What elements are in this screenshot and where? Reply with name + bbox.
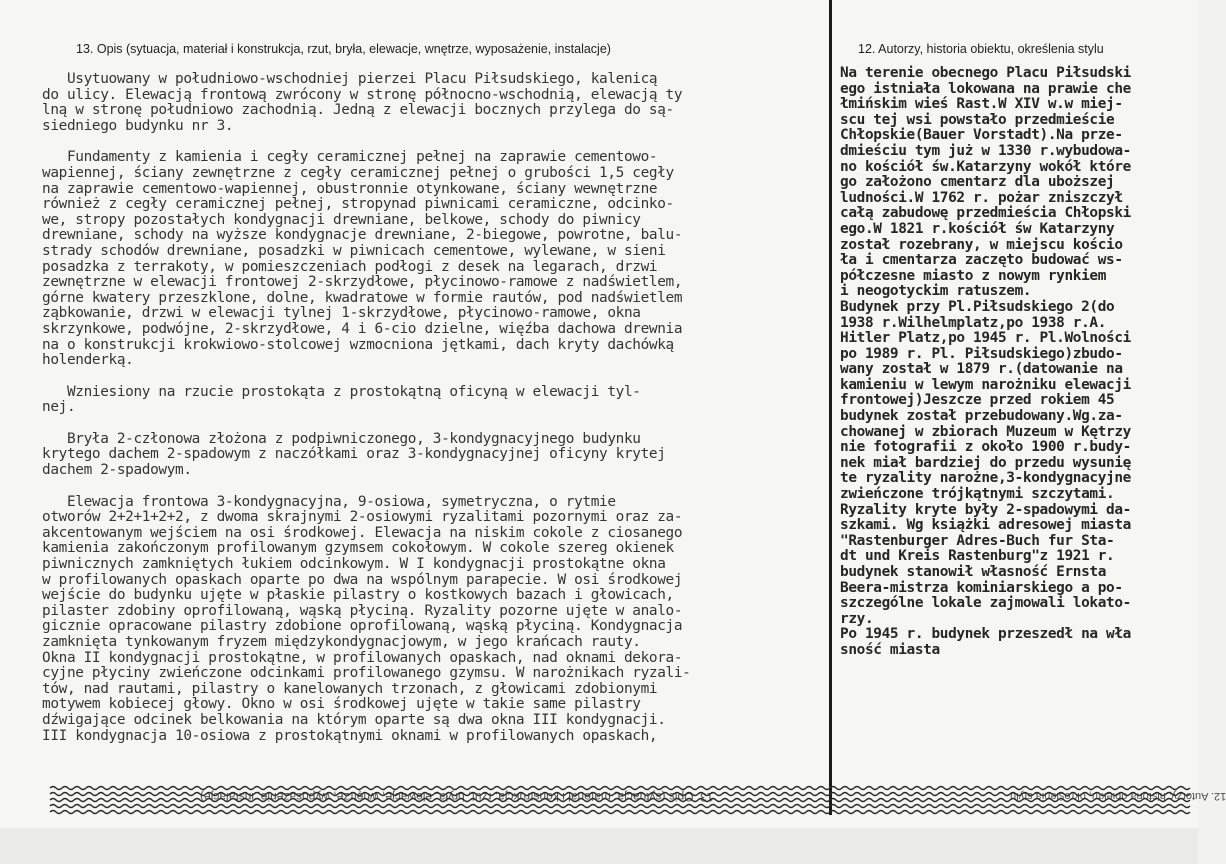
description-line: w profilowanych opaskach oparte po dwa na wspólnym parapecie. W osi środkowej: [42, 571, 683, 588]
paragraph-gap: [42, 369, 832, 385]
description-line: dźwigające odcinek belkowania na którym oparte są dwa okna III kondygnacji.: [42, 711, 666, 728]
description-line: na zaprawie cementowo-wapiennej, obustronnie otynkowane, ściany wewnętrzne: [42, 180, 658, 197]
history-line: 1938 r.Wilhelmplatz,po 1938 r.A.: [840, 314, 1107, 331]
history-line: sność miasta: [840, 641, 940, 658]
description-line: Wzniesiony na rzucie prostokąta z prostokątną oficyną w elewacji tyl-: [42, 383, 641, 400]
history-line: Budynek przy Pl.Piłsudskiego 2(do: [840, 298, 1115, 315]
description-line: wapiennej, ściany zewnętrzne z cegły ceramicznej pełnej o grubości 1,5 cegły: [42, 164, 674, 181]
history-line: ła i cmentarza zaczęto budować ws-: [840, 252, 1123, 269]
history-line: wany został w 1879 r.(datowanie na: [840, 361, 1123, 378]
history-line: szkami. Wg książki adresowej miasta: [840, 517, 1131, 534]
history-line: Na terenie obecnego Placu Piłsudski: [840, 65, 1131, 81]
wave-line: [50, 805, 1190, 808]
section-12-heading: 12. Autorzy, historia obiektu, określenia stylu: [858, 42, 1104, 56]
history-line: półczesne miasto z nowym rynkiem: [840, 267, 1107, 284]
description-line: kamienia zakończonym profilowanym gzymsem cokołowym. W cokole szereg okienek: [42, 540, 674, 557]
history-line: ego.W 1821 r.kościół św Katarzyny: [840, 220, 1115, 237]
description-line: nej.: [42, 399, 76, 416]
description-line: piwnicznych zamkniętych łukiem odcinkowym. W I kondygnacji prostokątne okna: [42, 556, 666, 573]
description-line: siedniego budynku nr 3.: [42, 117, 234, 134]
history-line: no kościół św.Katarzyny wokół które: [840, 158, 1131, 175]
history-line: scu tej wsi powstało przedmieście: [840, 111, 1115, 128]
paragraph-gap: [42, 416, 832, 432]
history-line: Hitler Platz,po 1945 r. Pl.Wolności: [840, 330, 1131, 347]
description-line: Fundamenty z kamienia i cegły ceramicznej pełnej na zaprawie cementowo-: [42, 149, 658, 166]
history-line: zwieńczone trójkątnymi szczytami.: [840, 486, 1115, 503]
description-line: zewnętrzne w elewacji frontowej 2-skrzydłowe, płycinowo-ramowe z nadświetlem,: [42, 274, 683, 291]
description-line: drewniane, schody na wyższe kondygnacje drewniane, 2-biegowe, powrotne, balu-: [42, 227, 683, 244]
description-line: wejście do budynku ujęte w płaskie pilastry o kostkowych bazach i głowicach,: [42, 587, 674, 604]
description-line: do ulicy. Elewacją frontową zwrócony w stronę północno-wschodnią, elewacją ty: [42, 86, 683, 103]
history-column: [840, 66, 1198, 659]
history-line: go założono cmentarz dla uboższej: [840, 174, 1115, 191]
mirrored-section-13-heading: 13. Opis (sytuacja, materiał i konstrukcja, rzut, bryła, elewacje, wnętrze, wyposażenie, instalacje): [200, 790, 714, 804]
history-line: dt und Kreis Rastenburg"z 1921 r.: [840, 548, 1115, 565]
history-line: i neogotyckim ratuszem.: [840, 283, 1032, 300]
history-line: chowanej w zbiorach Muzeum w Kętrzy: [840, 423, 1131, 440]
description-line: ząbkowanie, drzwi w elewacji tylnej 1-skrzydłowe, płycinowo-ramowe, okna: [42, 305, 641, 322]
history-line: Beera-mistrza kominiarskiego a po-: [840, 579, 1123, 596]
history-line: całą zabudowę przedmieścia Chłopski: [840, 205, 1131, 222]
description-line: krytego dachem 2-spadowym z naczółkami oraz 3-kondygnacyjnej oficyny krytej: [42, 446, 666, 463]
history-line: "Rastenburger Adres-Buch fur Sta-: [840, 532, 1115, 549]
history-line: Chłopskie(Bauer Vorstadt).Na prze-: [840, 127, 1123, 144]
history-line: te ryzality narożne,3-kondygnacyjne: [840, 470, 1131, 487]
history-line: budynek stanowił własność Ernsta: [840, 564, 1107, 580]
history-line: łmińskim wieś Rast.W XIV w.w miej-: [840, 96, 1123, 113]
wave-line: [50, 811, 1190, 814]
description-line: skrzynkowe, podwójne, 2-skrzydłowe, 4 i 6-cio dzielne, więźba dachowa drewnia: [42, 320, 683, 337]
history-line: szczególne lokale zajmowali lokato-: [840, 595, 1131, 612]
description-line: Elewacja frontowa 3-kondygnacyjna, 9-osiowa, symetryczna, o rytmie: [42, 493, 616, 510]
mirrored-section-12-heading: 12. Autorzy, historia obiektu, określenia stylu: [1010, 790, 1226, 802]
description-line: cyjne płyciny zwieńczone odcinkami profilowanego gzymsu. W narożnikach ryzali-: [42, 665, 691, 682]
history-line: ego istniała lokowana na prawie che: [840, 80, 1131, 97]
description-line: górne kwatery przeszklone, dolne, kwadratowe w formie rautów, pod nadświetlem: [42, 289, 683, 306]
history-line: został rozebrany, w miejscu kościo: [840, 236, 1123, 253]
description-line: akcentowanym wejściem na osi środkowej. Elewacja na niskim cokole z ciosanego: [42, 524, 683, 541]
history-line: ludności.W 1762 r. pożar zniszczył: [840, 189, 1123, 206]
description-line: lną w stronę południowo zachodnią. Jedną z elewacji bocznych przylega do są-: [42, 102, 674, 119]
history-line: po 1989 r. Pl. Piłsudskiego)zbudo-: [840, 345, 1123, 362]
description-line: holenderką.: [42, 352, 134, 369]
description-line: również z cegły ceramicznej pełnej, stropynad piwnicami ceramiczne, odcinko-: [42, 196, 674, 213]
description-line: posadzka z terrakoty, w pomieszczeniach podłogi z desek na legarach, drzwi: [42, 258, 658, 275]
description-line: zamknięta tynkowanym fryzem międzykondygnacjowym, w jego krańcach rauty.: [42, 634, 641, 650]
history-line: Ryzality kryte były 2-spadowymi da-: [840, 501, 1131, 518]
page-bottom-margin: [0, 828, 1198, 864]
description-line: tów, nad rautami, pilastry o kanelowanych trzonach, z głowicami zdobionymi: [42, 680, 658, 697]
section-13-heading: 13. Opis (sytuacja, materiał i konstrukcja, rzut, bryła, elewacje, wnętrze, wyposażenie, instalacje): [76, 42, 611, 56]
history-line: nie fotografii z około 1900 r.budy-: [840, 439, 1131, 456]
history-line: dmieściu tym już w 1330 r.wybudowa-: [840, 142, 1131, 159]
description-line: motywem kobiecej głowy. Okno w osi środkowej ujęte w takie same pilastry: [42, 696, 641, 713]
paragraph-gap: [42, 134, 832, 150]
history-line: rzy.: [840, 610, 874, 627]
description-line: Bryła 2-członowa złożona z podpiwniczonego, 3-kondygnacyjnego budynku: [42, 430, 641, 447]
description-line: na o konstrukcji krokwiowo-stolcowej wzmocniona jętkami, dach kryty dachówką: [42, 336, 674, 353]
history-line: kamieniu w lewym narożniku elewacji: [840, 376, 1131, 393]
history-line: frontowej)Jeszcze przed rokiem 45: [840, 392, 1115, 409]
description-line: otworów 2+2+1+2+2, z dwoma skrajnymi 2-osiowymi ryzalitami pozornymi oraz za-: [42, 509, 683, 526]
description-line: Okna II kondygnacji prostokątne, w profilowanych opaskach, nad oknami dekora-: [42, 649, 683, 666]
history-line: budynek został przebudowany.Wg.za-: [840, 408, 1123, 425]
description-column: [42, 72, 832, 744]
history-line: Po 1945 r. budynek przeszedł na wła: [840, 626, 1131, 643]
description-line: dachem 2-spadowym.: [42, 462, 192, 479]
paragraph-gap: [42, 479, 832, 495]
history-line: nek miał bardziej do przedu wysunię: [840, 454, 1131, 471]
description-line: strady schodów drewniane, posadzki w piwnicach cementowe, wylewane, w sieni: [42, 242, 666, 259]
description-line: pilaster zdobiny oprofilowaną, wąską płyciną. Ryzality pozorne ujęte w analo-: [42, 602, 683, 619]
description-line: we, stropy pozostałych kondygnacji drewniane, belkowe, schody do piwnicy: [42, 211, 641, 228]
description-line: III kondygnacja 10-osiowa z prostokątnymi oknami w profilowanych opaskach,: [42, 727, 658, 744]
description-line: Usytuowany w południowo-wschodniej pierzei Placu Piłsudskiego, kalenicą: [42, 71, 658, 87]
description-line: gicznie opracowane pilastry zdobione oprofilowaną, wąską płyciną. Kondygnacja: [42, 618, 683, 635]
